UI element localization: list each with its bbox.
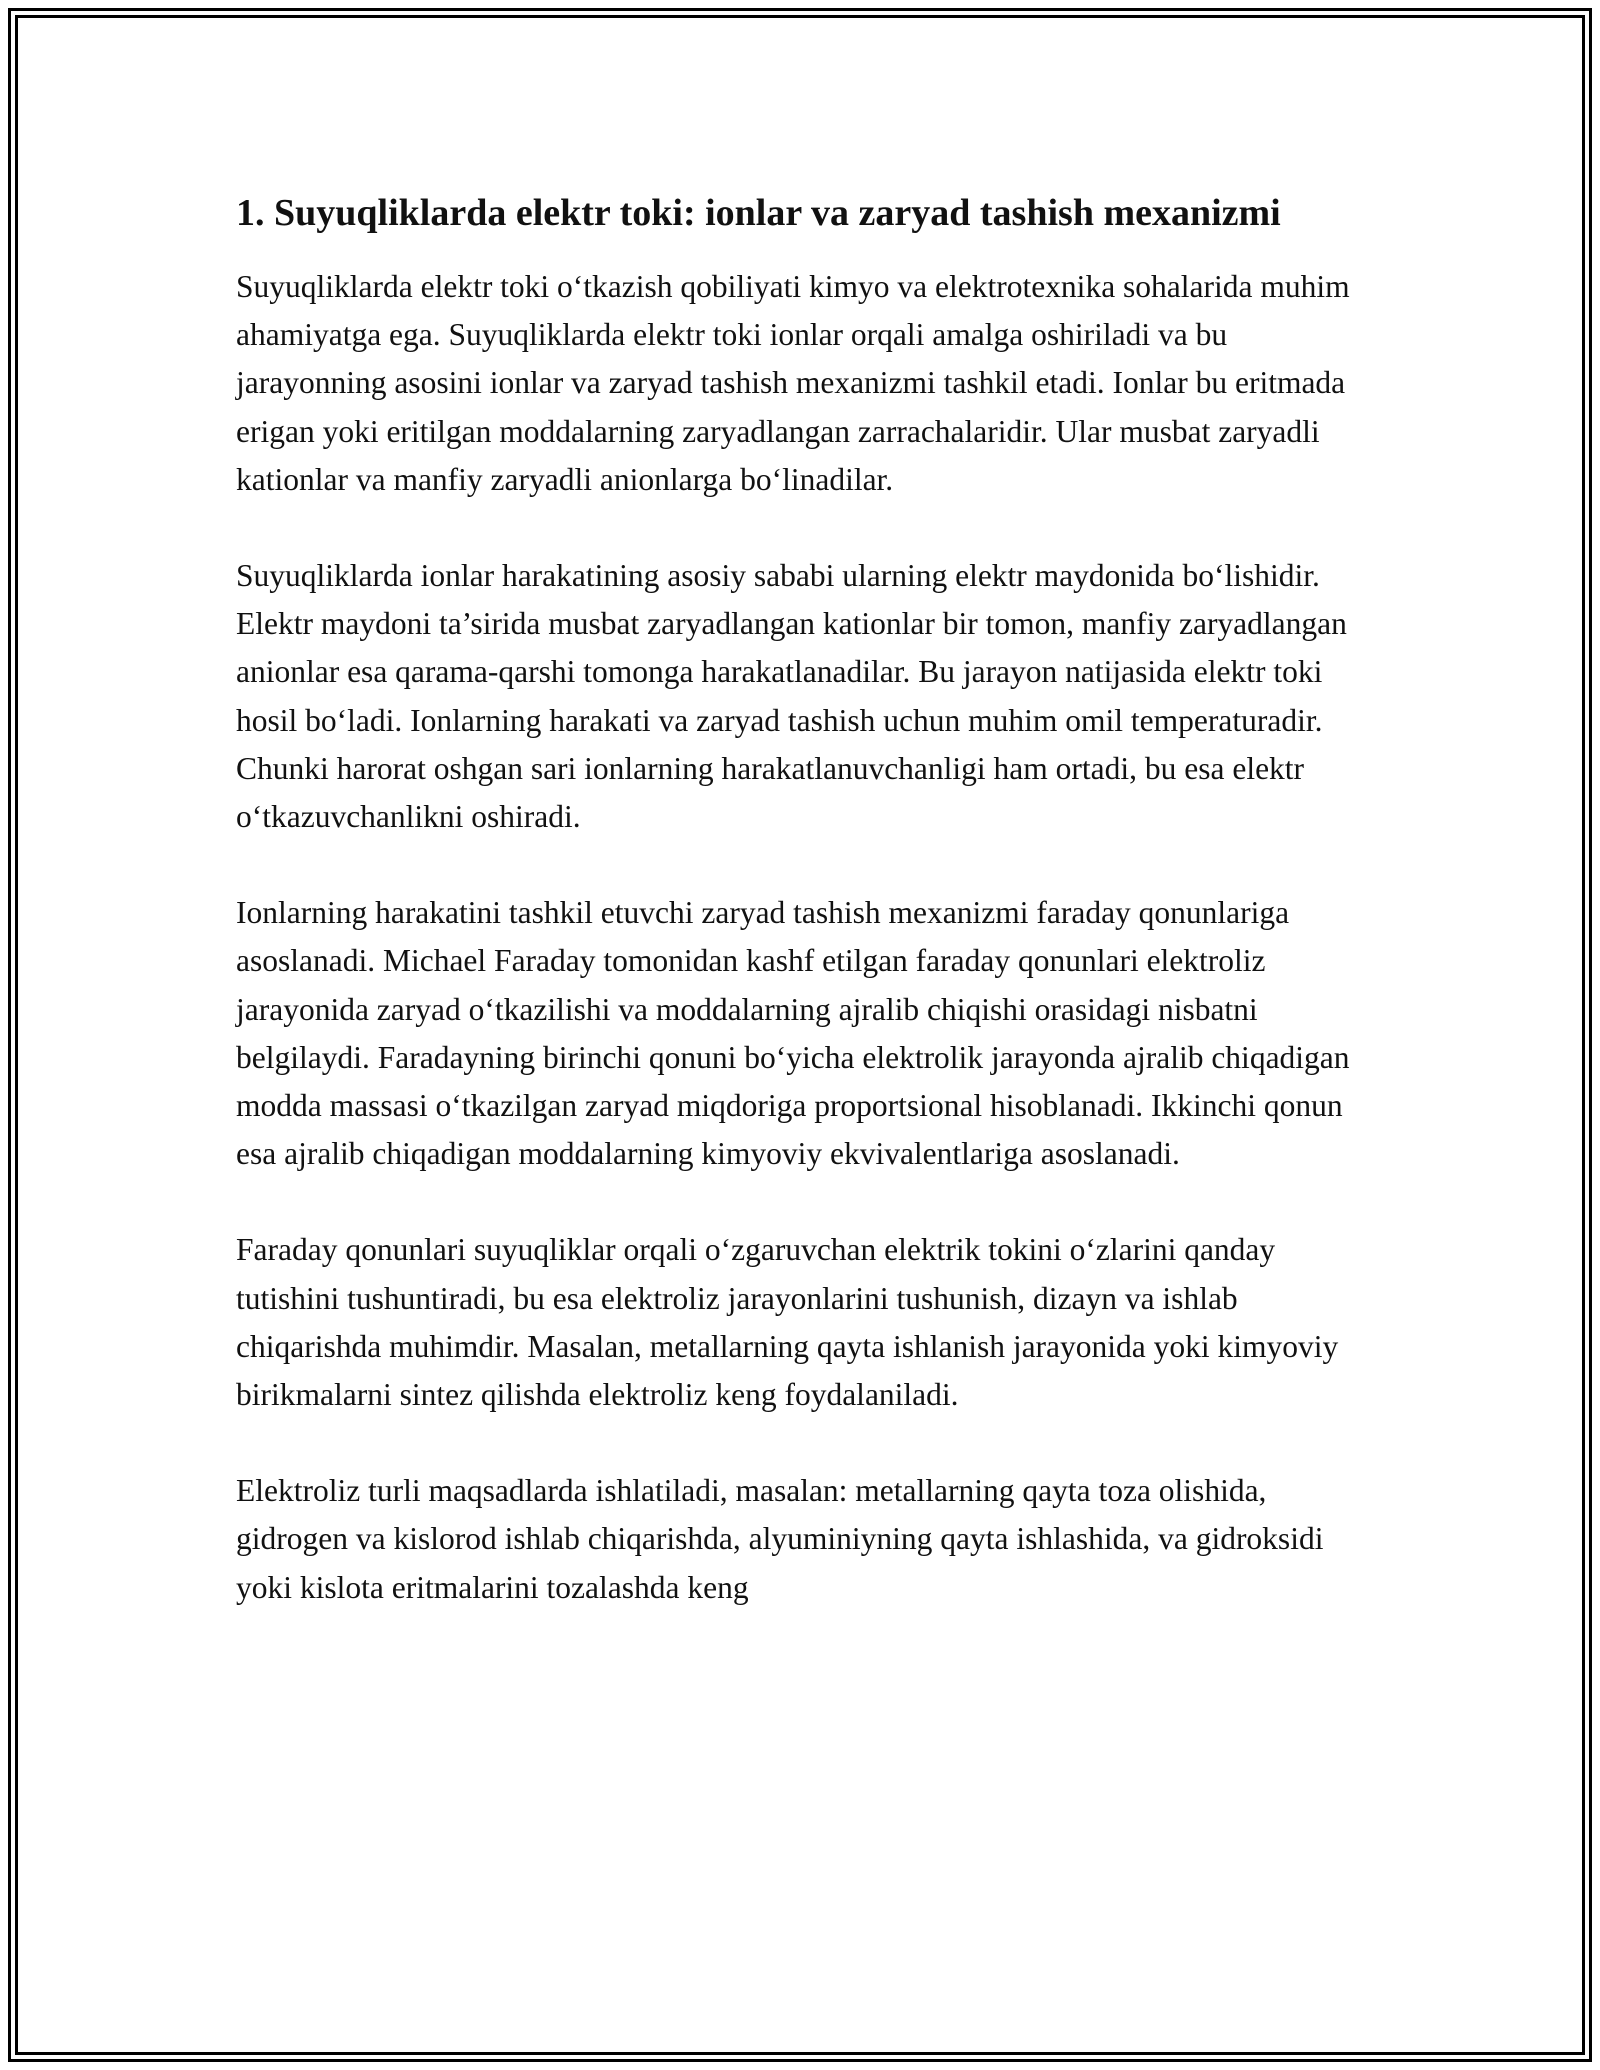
paragraph-4: Faraday qonunlari suyuqliklar orqali o‘zgaruvchan elektrik tokini o‘zlarini qanday tutishini tushuntiradi, bu esa elektroliz jarayonlarini tushunish, dizayn va ishlab chiqarishda muhimdir. Masalan, metallarning qayta ishlanish jarayonida yoki kimyoviy birikmalarni sintez qilishda elektroliz keng foydalaniladi. (236, 1232, 1339, 1413)
paragraph-3: Ionlarning harakatini tashkil etuvchi zaryad tashish mexanizmi faraday qonunlariga asoslanadi. Michael Faraday tomonidan kashf etilgan faraday qonunlari elektroliz jarayonida zaryad o‘tkazilishi va moddalarning ajralib chiqishi orasidagi nisbatni belgilaydi. Faradayning birinchi qonuni bo‘yicha elektrolik jarayonda ajralib chiqadigan modda massasi o‘tkazilgan zaryad miqdoriga proportsional hisoblanadi. Ikkinchi qonun esa ajralib chiqadigan moddalarning kimyoviy ekvivalentlariga asoslanadi. (236, 895, 1350, 1172)
paragraph-2: Suyuqliklarda ionlar harakatining asosiy sababi ularning elektr maydonida bo‘lishidir. Elektr maydoni ta’sirida musbat zaryadlangan kationlar bir tomon, manfiy zaryadlangan anionlar esa qarama-qarshi tomonga harakatlanadilar. Bu jarayon natijasida elektr toki hosil bo‘ladi. Ionlarning harakati va zaryad tashish uchun muhim omil temperaturadir. Chunki harorat oshgan sari ionlarning harakatlanuvchanligi ham ortadi, bu esa elektr o‘tkazuvchanlikni oshiradi. (236, 558, 1347, 835)
paragraph-1: Suyuqliklarda elektr toki o‘tkazish qobiliyati kimyo va elektrotexnika sohalarida muhim ahamiyatga ega. Suyuqliklarda elektr toki ionlar orqali amalga oshiriladi va bu jarayonning asosini ionlar va zaryad tashish mexanizmi tashkil etadi. Ionlar bu eritmada erigan yoki eritilgan moddalarning zaryadlangan zarrachalaridir. Ular musbat zaryadli kationlar va manfiy zaryadli anionlarga bo‘linadilar. (236, 269, 1350, 497)
document-body (236, 185, 1366, 1612)
section-heading: 1. Suyuqliklarda elektr toki: ionlar va zaryad tashish mexanizmi (236, 192, 1281, 234)
paragraph-5: Elektroliz turli maqsadlarda ishlatiladi, masalan: metallarning qayta toza olishida, gidrogen va kislorod ishlab chiqarishda, alyuminiyning qayta ishlashida, va gidroksidi yoki kislota eritmalarini tozalashda keng (236, 1473, 1324, 1605)
